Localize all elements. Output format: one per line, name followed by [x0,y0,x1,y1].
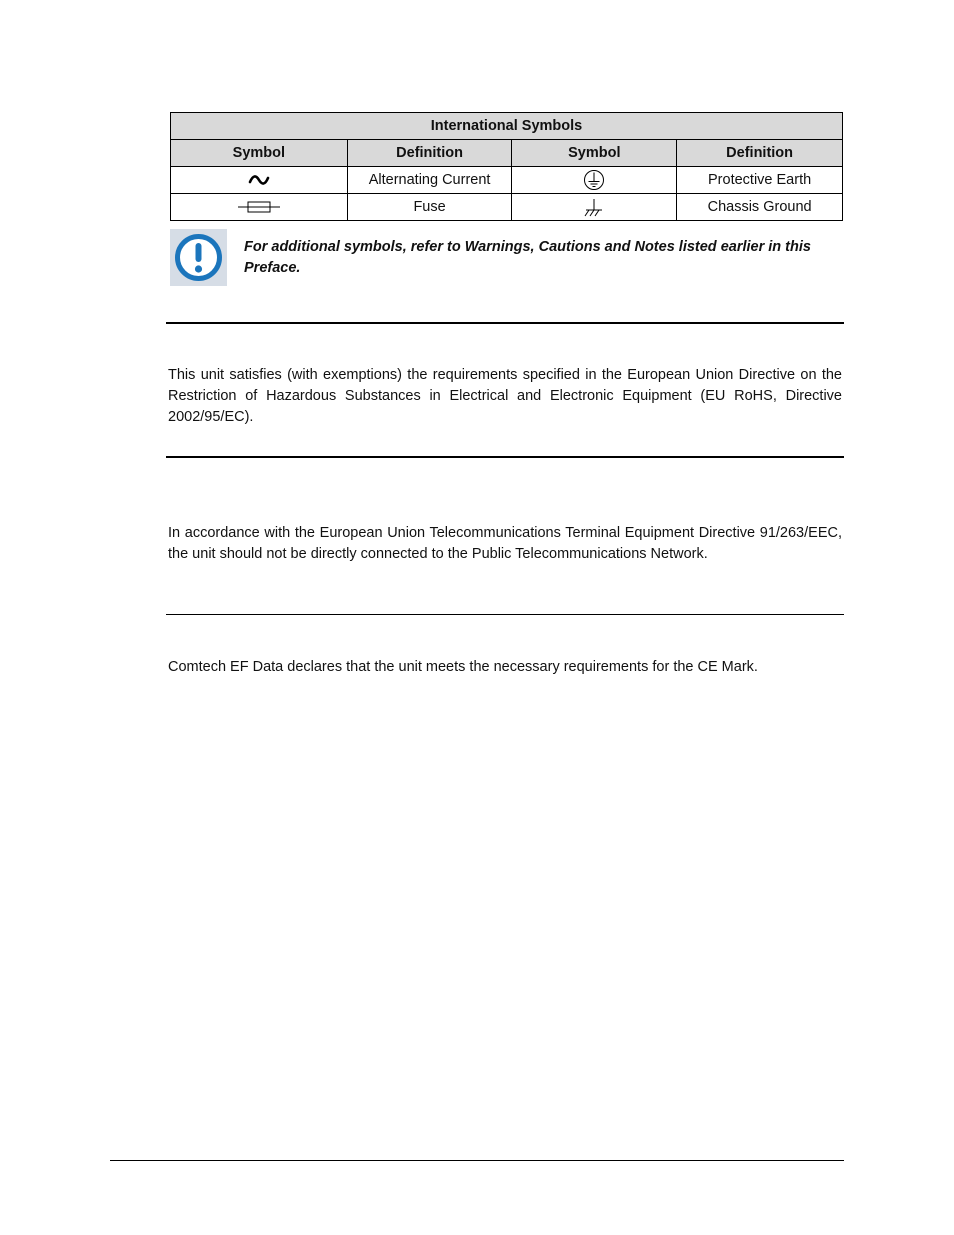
rohs-paragraph: This unit satisfies (with exemptions) the requirements specified in the European Union Directive on the Restriction of Hazardous Substances in Electrical and Electronic Equipment (EU RoHS, Directive 2002/95/EC). [168,367,842,425]
definition-alternating-current: Alternating Current [347,167,512,194]
footer-rule [110,1160,844,1161]
definition-chassis-ground: Chassis Ground [677,194,843,221]
header-symbol-right: Symbol [512,140,677,167]
note-text: For additional symbols, refer to Warnings, Cautions and Notes listed earlier in this Preface. [244,239,811,276]
international-symbols-table [170,112,843,221]
table-row [171,167,843,194]
chassis-ground-icon [512,194,677,221]
exclamation-circle-icon [170,229,227,286]
table-header-row [171,140,843,167]
section-divider [166,456,844,458]
telecom-paragraph: In accordance with the European Union Telecommunications Terminal Equipment Directive 91/263/EEC, the unit should not be directly connected to the Public Telecommunications Network. [168,525,842,562]
section-divider [166,614,844,615]
table-title-row [171,113,843,140]
ce-mark-paragraph: Comtech EF Data declares that the unit meets the necessary requirements for the CE Mark. [168,659,758,675]
alternating-current-icon [171,167,348,194]
header-symbol-left: Symbol [171,140,348,167]
header-definition-left: Definition [347,140,512,167]
definition-fuse: Fuse [347,194,512,221]
protective-earth-icon [512,167,677,194]
table-title: International Symbols [171,113,843,140]
definition-protective-earth: Protective Earth [677,167,843,194]
header-definition-right: Definition [677,140,843,167]
table-row [171,194,843,221]
fuse-icon [171,194,348,221]
section-divider [166,322,844,324]
